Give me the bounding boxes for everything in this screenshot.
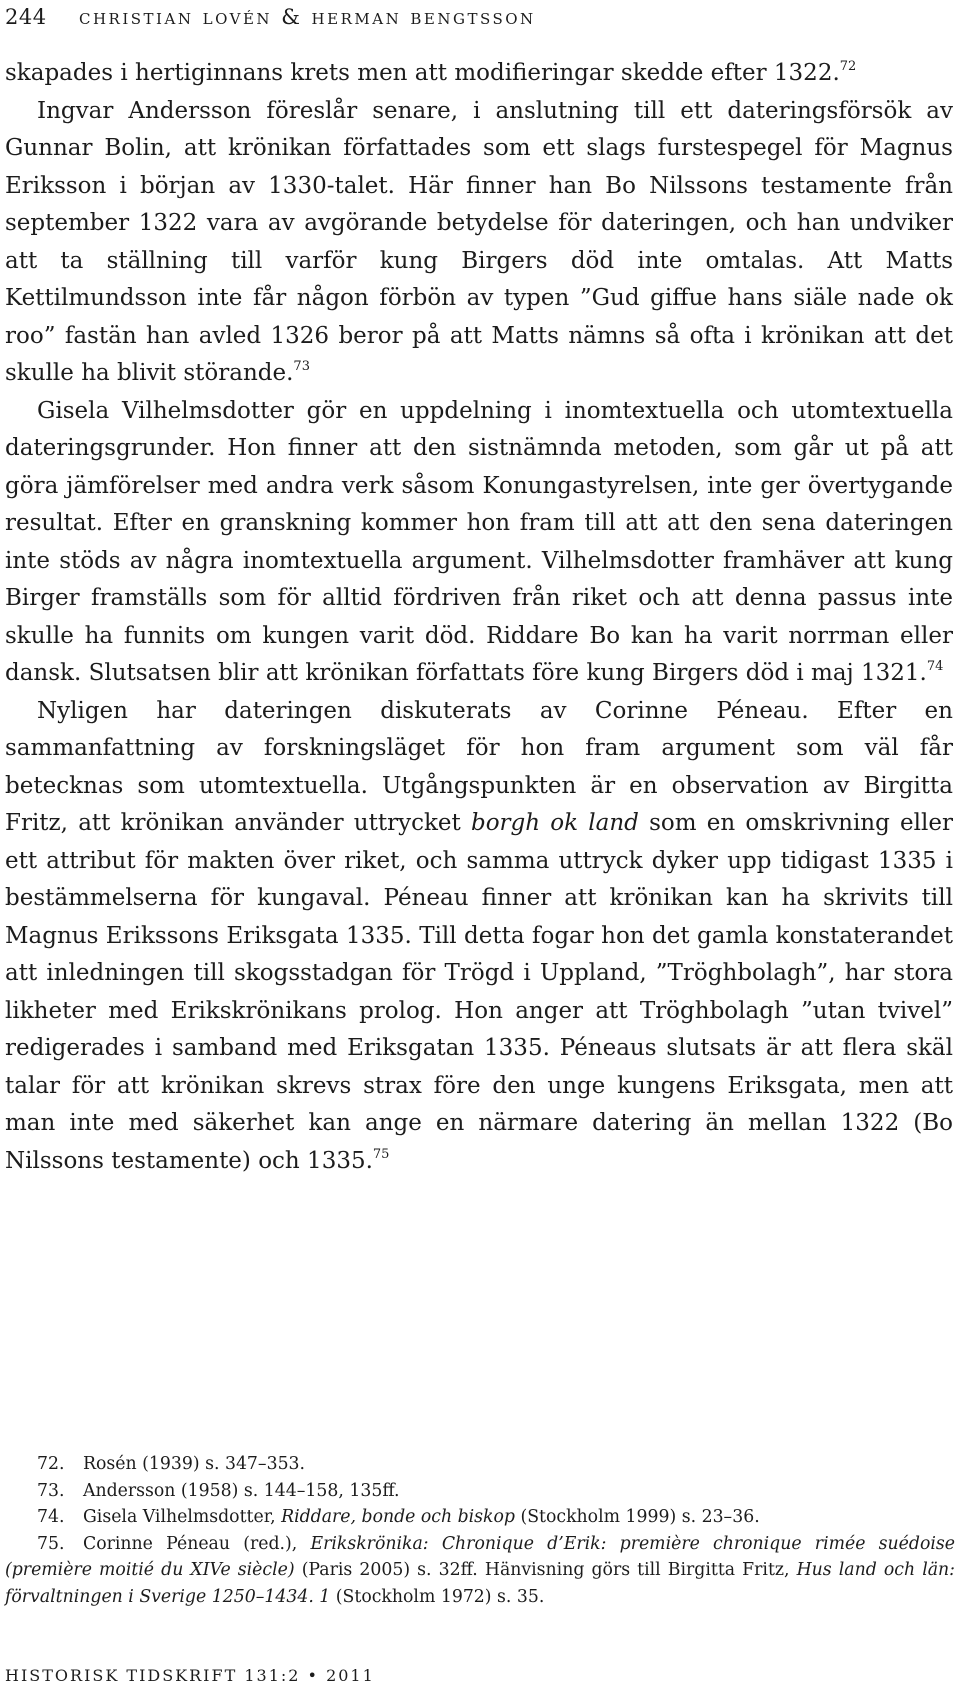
footnote-text: (Stockholm 1999) s. 23–36. [514, 1507, 760, 1527]
footnote-text: Gisela Vilhelmsdotter, [83, 1507, 282, 1527]
footnote-73 [5, 1478, 955, 1505]
footnote-number: 75. [37, 1533, 65, 1554]
paragraph-4 [5, 693, 953, 1181]
running-foot: HISTORISK TIDSKRIFT 131:2 • 2011 [5, 1666, 375, 1685]
footnote-ref-75[interactable]: 75 [372, 1146, 390, 1162]
footnote-number: 74. [37, 1507, 65, 1527]
page-number: 244 [5, 5, 47, 29]
footnote-text: Corinne Péneau (red.), [83, 1533, 311, 1554]
footnote-text: (Stockholm 1972) s. 35. [330, 1586, 545, 1607]
footnotes [5, 1451, 955, 1610]
paragraph-1 [5, 55, 953, 93]
footnote-title: Hus land och län: förvaltningen i Sverige 1250–1434. 1 [5, 1560, 955, 1607]
footnote-number: 72. [37, 1454, 65, 1474]
paragraph-3 [5, 393, 953, 693]
footnote-ref-72[interactable]: 72 [839, 59, 857, 74]
paragraph-4-italic-phrase: borgh ok land [470, 810, 639, 836]
footnote-75 [5, 1531, 955, 1611]
footnote-text: Rosén (1939) s. 347–353. [83, 1454, 306, 1474]
running-head-authors: christian lovén & herman bengtsson [79, 5, 536, 29]
paragraph-4-text-b: som en omskrivning eller ett attribut för makten över riket, och samma uttryck dyker upp tidigast 1335 i bestämmelserna för kungaval. Péneau finner att krönikan kan ha skrivits till Magnus Erikssons Eriksgata 1335. Till detta fogar hon det gamla konstaterandet att inledningen till skogsstadgan för Trögd i Uppland, ”Tröghbolagh”, har stora likheter med Erikskrönikans prolog. Hon anger att Tröghbolagh ”utan tvivel” redigerades i samband med Eriksgatan 1335. Péneaus slutsats är att flera skäl talar för att krönikan skrevs strax före den unge kungens Eriksgata, men att man inte med säkerhet kan ange en närmare datering än mellan 1322 (Bo Nilssons testamente) och 1335. [5, 810, 953, 1174]
paragraph-3-text: Gisela Vilhelmsdotter gör en uppdelning i inomtextuella och utomtextuella dateringsgrunder. Hon finner att den sistnämnda metoden, som går ut på att göra jämförelser med andra verk såsom Konungastyrelsen, inte ger övertygande resultat. Efter en granskning kommer hon fram till att att den sena dateringen inte stöds av några inomtextuella argument. Vilhelmsdotter framhäver att kung Birger framställs som för alltid fördriven från riket och att denna passus inte skulle ha funnits om kungen varit död. Riddare Bo kan ha varit norrman eller dansk. Slutsatsen blir att krönikan författats före kung Birgers död i maj 1321. [5, 397, 953, 686]
footnote-title: Erikskrönika: Chronique d’Erik: première chronique rimée suédoise (première moitié du XIVe siècle) [5, 1533, 955, 1580]
footnote-ref-73[interactable]: 73 [293, 359, 310, 374]
footnote-74 [5, 1504, 955, 1531]
article-body [5, 55, 953, 1180]
paragraph-4-text-a: Nyligen har dateringen diskuterats av Corinne Péneau. Efter en sammanfattning av forskningsläget för hon fram argument som väl får betecknas som utomtextuella. Utgångspunkten är en observation av Birgitta Fritz, att krönikan använder uttrycket [5, 697, 953, 836]
paragraph-2-text: Ingvar Andersson föreslår senare, i anslutning till ett dateringsförsök av Gunnar Bolin, att krönikan författades som ett slags furstespegel för Magnus Eriksson i början av 1330-talet. Här finner han Bo Nilssons testamente från september 1322 vara av avgörande betydelse för dateringen, och han undviker att ta ställning till varför kung Birgers död inte omtalas. Att Matts Kettilmundsson inte får någon förbön av typen ”Gud giffue hans siäle nade ok roo” fastän han avled 1326 beror på att Matts nämns så ofta i krönikan att det skulle ha blivit störande. [5, 97, 953, 386]
footnote-72 [5, 1451, 955, 1478]
footnote-text: (Paris 2005) s. 32ff. Hänvisning görs till Birgitta Fritz, [294, 1560, 797, 1580]
footnote-number: 73. [37, 1480, 65, 1501]
running-head [5, 0, 536, 34]
footnote-title: Riddare, bonde och biskop [281, 1507, 515, 1527]
paragraph-1-text: skapades i hertiginnans krets men att modifieringar skedde efter 1322. [5, 60, 840, 86]
paragraph-2 [5, 93, 953, 393]
footnote-ref-74[interactable]: 74 [926, 659, 944, 674]
footnote-text: Andersson (1958) s. 144–158, 135ff. [83, 1480, 400, 1501]
